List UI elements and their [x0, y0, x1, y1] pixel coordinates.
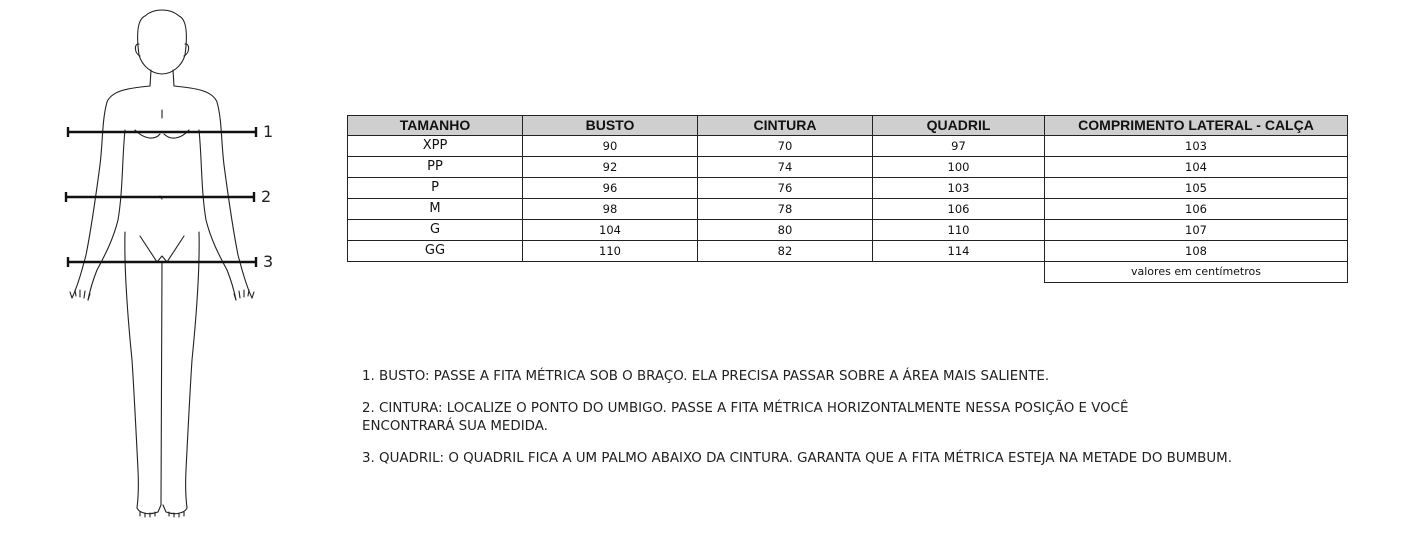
bust-cell: 90 [523, 136, 698, 157]
units-note: valores em centímetros [1045, 262, 1348, 283]
marker-2-label: 2 [261, 187, 272, 206]
marker-1-label: 1 [263, 122, 274, 141]
waist-cell: 74 [698, 157, 873, 178]
waist-cell: 78 [698, 199, 873, 220]
table-row [348, 199, 1348, 220]
length-cell: 104 [1045, 157, 1348, 178]
length-cell: 108 [1045, 241, 1348, 262]
length-cell: 106 [1045, 199, 1348, 220]
size-cell: GG [348, 241, 523, 262]
size-cell: PP [348, 157, 523, 178]
hip-cell: 103 [873, 178, 1045, 199]
waist-cell: 70 [698, 136, 873, 157]
length-cell: 107 [1045, 220, 1348, 241]
instruction-bust: 1. BUSTO: PASSE A FITA MÉTRICA SOB O BRAÇO. ELA PRECISA PASSAR SOBRE A ÁREA MAIS SALIENTE. [362, 369, 1050, 384]
marker-3-label: 3 [263, 252, 274, 271]
bust-cell: 98 [523, 199, 698, 220]
waist-cell: 82 [698, 241, 873, 262]
body-measurement-figure [0, 0, 300, 546]
size-cell: XPP [348, 136, 523, 157]
length-cell: 103 [1045, 136, 1348, 157]
size-table [347, 115, 1348, 283]
size-cell: P [348, 178, 523, 199]
header-size: TAMANHO [348, 116, 523, 136]
size-cell: M [348, 199, 523, 220]
length-cell: 105 [1045, 178, 1348, 199]
hip-cell: 114 [873, 241, 1045, 262]
table-row [348, 157, 1348, 178]
size-cell: G [348, 220, 523, 241]
header-bust: BUSTO [523, 116, 698, 136]
measurement-instructions [362, 368, 1262, 482]
hip-cell: 100 [873, 157, 1045, 178]
table-row [348, 178, 1348, 199]
hip-cell: 106 [873, 199, 1045, 220]
table-row [348, 241, 1348, 262]
table-header-row [348, 116, 1348, 136]
waist-cell: 76 [698, 178, 873, 199]
bust-cell: 92 [523, 157, 698, 178]
bust-cell: 96 [523, 178, 698, 199]
bust-cell: 110 [523, 241, 698, 262]
waist-cell: 80 [698, 220, 873, 241]
instruction-waist: 2. CINTURA: LOCALIZE O PONTO DO UMBIGO. PASSE A FITA MÉTRICA HORIZONTALMENTE NESSA POSIÇÃO E VOCÊ ENCONTRARÁ SUA MEDIDA. [362, 401, 1129, 434]
body-outline-illustration [0, 0, 300, 546]
header-pants-length: COMPRIMENTO LATERAL - CALÇA [1045, 116, 1348, 136]
bust-cell: 104 [523, 220, 698, 241]
header-hip: QUADRIL [873, 116, 1045, 136]
hip-cell: 97 [873, 136, 1045, 157]
hip-cell: 110 [873, 220, 1045, 241]
table-row [348, 220, 1348, 241]
table-note-row [348, 262, 1348, 283]
header-waist: CINTURA [698, 116, 873, 136]
instruction-hip: 3. QUADRIL: O QUADRIL FICA A UM PALMO ABAIXO DA CINTURA. GARANTA QUE A FITA MÉTRICA ESTEJA NA METADE DO BUMBUM. [362, 451, 1232, 466]
table-row [348, 136, 1348, 157]
